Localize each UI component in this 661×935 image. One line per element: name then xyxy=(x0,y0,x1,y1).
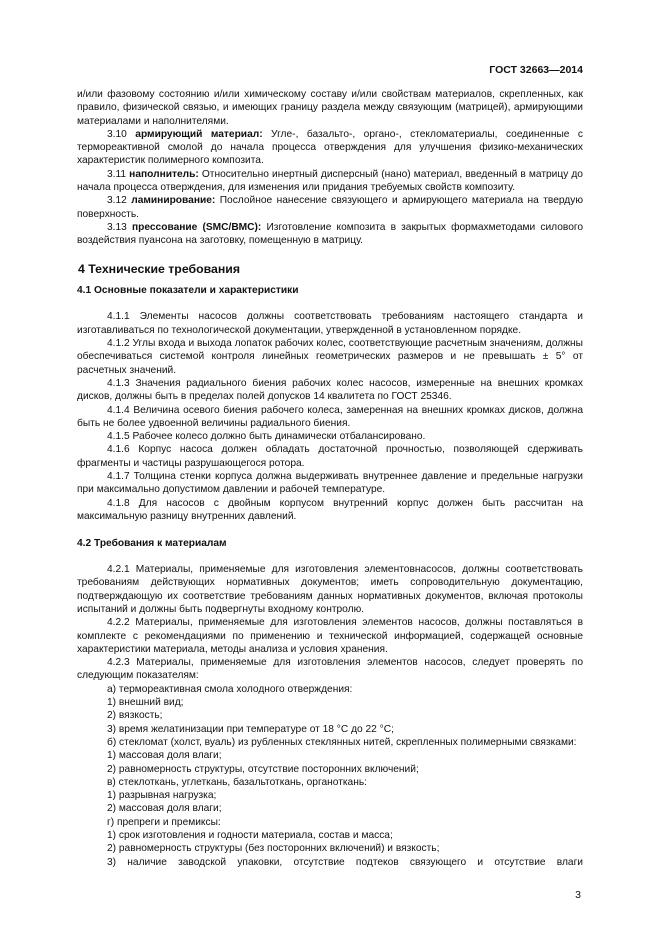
list-item: 1) разрывная нагрузка; xyxy=(107,790,217,802)
subsection-4-1-title: 4.1 Основные показатели и характеристики xyxy=(77,284,299,296)
paragraph-4-1-8: 4.1.8 Для насосов с двойным корпусом внутренний корпус должен быть рассчитан на максимальную разницу внутренних давлений. xyxy=(77,497,583,522)
paragraph-4-2-3: 4.2.3 Материалы, применяемые для изготовления элементов насосов, следует проверять по следующим показателям: xyxy=(77,657,583,682)
term-name: наполнитель: xyxy=(129,168,199,180)
section-4-title: 4 Технические требования xyxy=(78,261,240,276)
paragraph-4-1-1: 4.1.1 Элементы насосов должны соответствовать требованиям настоящего стандарта и изготавливаться по технологической документации, утвержденной в установленном порядке. xyxy=(77,311,583,336)
paragraph-4-1-7: 4.1.7 Толщина стенки корпуса должна выдерживать внутреннее давление и предельные нагрузки при максимально допустимом давлении и рабочей температуре. xyxy=(77,471,583,496)
paragraph-4-2-1: 4.2.1 Материалы, применяемые для изготовления элементовнасосов, должны соответствовать требованиям действующих нормативных документов; иметь сопроводительную документацию, подтверждающую их соответствие требованиям данных нормативных документов, включая протоколы испытаний и должны быть подвергнуты входному контролю. xyxy=(77,564,583,615)
paragraph-term-3-12 xyxy=(77,194,583,221)
list-item: г) препреги и премиксы: xyxy=(107,816,221,828)
paragraph-4-2-2: 4.2.2 Материалы, применяемые для изготовления элементов насосов, должны поставляться в комплекте с рекомендациями по применению и технической информацией, содержащей основные характеристики материала, методы анализа и условия хранения. xyxy=(77,617,583,655)
subsection-4-2-title: 4.2 Требования к материалам xyxy=(77,537,227,549)
list-item: 2) вязкость; xyxy=(107,710,163,722)
paragraph-term-3-13 xyxy=(77,221,583,248)
list-item: 2) массовая доля влаги; xyxy=(107,803,222,815)
paragraph-4-1-4: 4.1.4 Величина осевого биения рабочего колеса, замеренная на внешних кромках дисков, должна быть не более удвоенной величины радиального биения. xyxy=(77,404,583,429)
term-definition: Относительно инертный дисперсный (нано) материал, введенный в матрицу до начала процесса отверждения, для изменения или придания требуемых свойств композиту. xyxy=(77,168,583,194)
paragraph-4-1-5: 4.1.5 Рабочее колесо должно быть динамически отбалансировано. xyxy=(107,431,426,443)
paragraph-4-1-2: 4.1.2 Углы входа и выхода лопаток рабочих колес, соответствующие расчетным значениям, должны обеспечиваться системой контроля линейных геометрических размеров и не превышать ± 5° от расчетных значений. xyxy=(77,338,583,376)
list-item: 2) равномерность структуры, отсутствие посторонних включений; xyxy=(107,763,419,775)
term-definition: Изготовление композита в закрытых формахметодами силового воздействия пуансона на заготовку, помещенную в матрицу. xyxy=(77,221,584,247)
document-body xyxy=(77,88,583,869)
paragraph-4-1-6: 4.1.6 Корпус насоса должен обладать достаточной прочностью, позволяющей сдерживать фрагменты и частицы разрушающегося ротора. xyxy=(77,444,583,469)
list-item: 2) равномерность структуры (без посторонних включений) и вязкость; xyxy=(107,843,440,855)
term-name: ламинирование: xyxy=(131,195,216,207)
standard-code-header: ГОСТ 32663—2014 xyxy=(489,64,583,76)
term-number: 3.13 xyxy=(107,221,127,233)
paragraph-term-3-10 xyxy=(77,128,583,168)
list-item: 3) наличие заводской упаковки, отсутствие подтеков связующего и отсутствие влаги xyxy=(107,856,583,868)
term-number: 3.10 xyxy=(107,128,127,140)
term-name: прессование (SMC/BMC): xyxy=(131,221,262,233)
term-name: армирующий материал: xyxy=(135,128,263,140)
list-item: 1) срок изготовления и годности материала, состав и масса; xyxy=(107,830,393,842)
paragraph-term-3-11 xyxy=(77,168,583,195)
term-definition: Послойное нанесение связующего и армирующего материала на твердую поверхность. xyxy=(77,195,583,220)
list-item: 1) массовая доля влаги; xyxy=(107,750,222,762)
list-item: в) стеклоткань, углеткань, базальтоткань, органоткань: xyxy=(107,776,367,788)
term-number: 3.12 xyxy=(107,195,127,207)
page-number: 3 xyxy=(575,889,581,901)
term-definition: Угле-, базальто-, органо-, стекломатериалы, соединенные с термореактивной смолой до начала процесса отверждения для улучшения физико-механических характеристик полимерного композита. xyxy=(77,128,583,167)
paragraph-4-1-3: 4.1.3 Значения радиального биения рабочих колес насосов, измеренные на внешних кромках дисков, должны быть в пределах полей допусков 14 квалитета по ГОСТ 25346. xyxy=(77,377,583,403)
term-number: 3.11 xyxy=(107,168,127,180)
list-item: 3) время желатинизации при температуре от 18 °С до 22 °С; xyxy=(107,723,394,735)
list-item: а) термореактивная смола холодного отверждения: xyxy=(107,683,353,695)
list-item: 1) внешний вид; xyxy=(107,697,184,709)
paragraph-term-continuation: и/или фазовому состоянию и/или химическому составу и/или свойствам материалов, скрепленных, как правило, физической связью, и имеющих границу раздела между связующим (матрицей), армирующими материалами и наполнителями. xyxy=(77,89,583,127)
list-item: б) стекломат (холст, вуаль) из рубленных стеклянных нитей, скрепленных полимерными связками: xyxy=(107,736,577,748)
